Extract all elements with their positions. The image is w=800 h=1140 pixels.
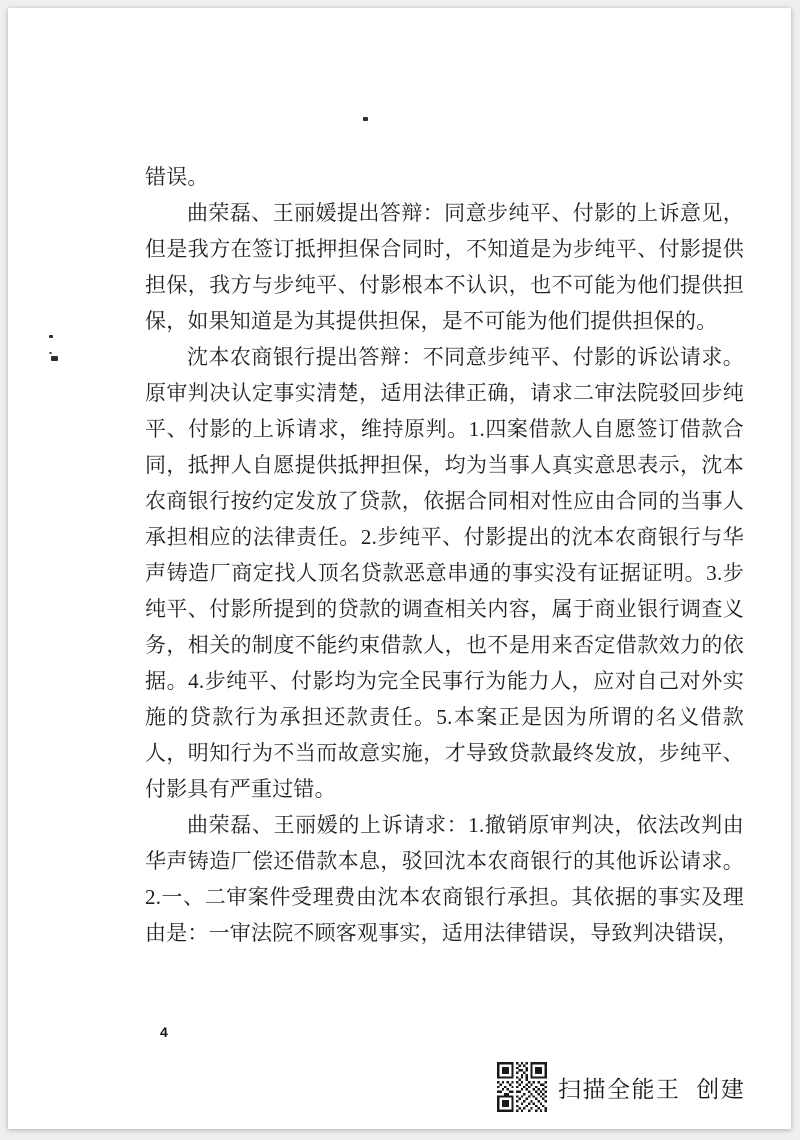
document-body <box>145 159 744 951</box>
paragraph-continuation: 错误。 <box>145 165 209 189</box>
scan-artifact-dot <box>363 117 368 121</box>
page-number: 4 <box>160 1024 168 1040</box>
scan-artifact-dot <box>49 335 53 338</box>
scan-artifact-dot <box>49 352 52 354</box>
qr-code-icon <box>497 1062 547 1112</box>
paragraph-appeal-request: 曲荣磊、王丽媛的上诉请求：1.撤销原审判决，依法改判由华声铸造厂偿还借款本息，驳回沈本农商银行的其他诉讼请求。2.一、二审案件受理费由沈本农商银行承担。其依据的事实及理由是：一审法院不顾客观事实，适用法律错误，导致判决错误， <box>145 813 744 945</box>
paragraph-defense-qu-wang: 曲荣磊、王丽媛提出答辩：同意步纯平、付影的上诉意见，但是我方在签订抵押担保合同时，不知道是为步纯平、付影提供担保，我方与步纯平、付影根本不认识，也不可能为他们提供担保，如果知道是为其提供担保，是不可能为他们提供担保的。 <box>145 201 744 333</box>
scan-artifact-dot <box>51 356 58 361</box>
paragraph-defense-bank: 沈本农商银行提出答辩：不同意步纯平、付影的诉讼请求。原审判决认定事实清楚，适用法律正确，请求二审法院驳回步纯平、付影的上诉请求，维持原判。1.四案借款人自愿签订借款合同，抵押人自愿提供抵押担保，均为当事人真实意思表示，沈本农商银行按约定发放了贷款，依据合同相对性应由合同的当事人承担相应的法律责任。2.步纯平、付影提出的沈本农商银行与华声铸造厂商定找人顶名贷款恶意串通的事实没有证据证明。3.步纯平、付影所提到的贷款的调查相关内容，属于商业银行调查义务，相关的制度不能约束借款人，也不是用来否定借款效力的依据。4.步纯平、付影均为完全民事行为能力人，应对自己对外实施的贷款行为承担还款责任。5.本案正是因为所谓的名义借款人，明知行为不当而故意实施，才导致贷款最终发放，步纯平、付影具有严重过错。 <box>145 345 744 801</box>
camscanner-watermark <box>497 1062 745 1112</box>
watermark-text: 扫描全能王 创建 <box>558 1075 746 1102</box>
document-page <box>8 8 791 1129</box>
